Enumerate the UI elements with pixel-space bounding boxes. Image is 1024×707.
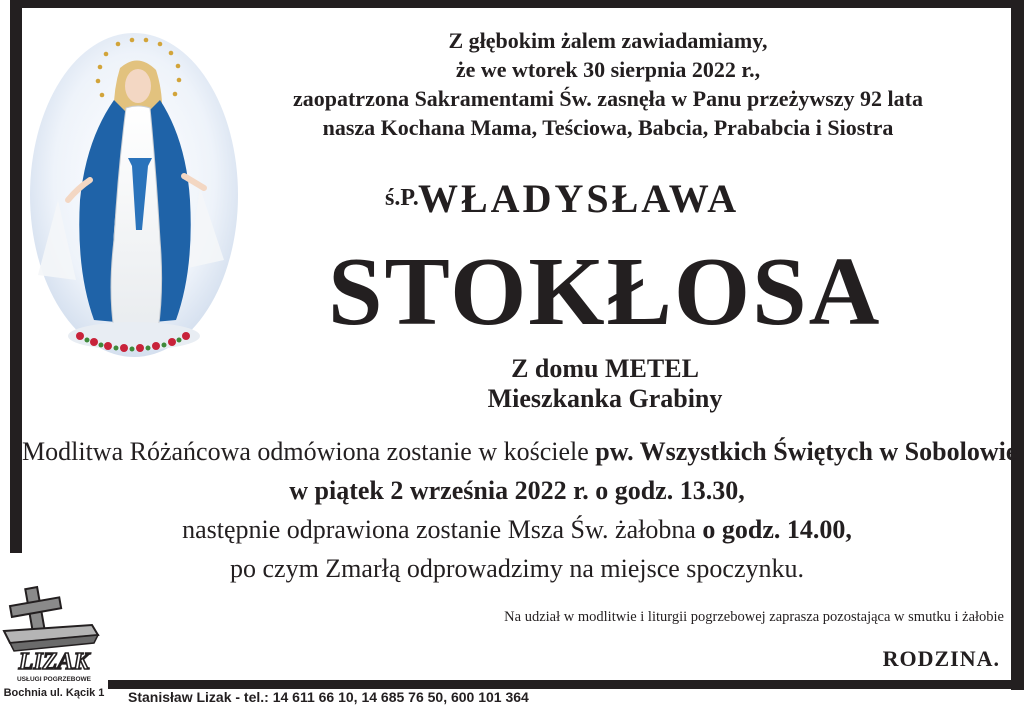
frame-right-border [1011, 0, 1024, 690]
deceased-surname: STOKŁOSA [328, 238, 882, 346]
virgin-mary-image [28, 30, 240, 365]
church-name: pw. Wszystkich Świętych w Sobolowie [595, 437, 1018, 466]
deceased-details [330, 354, 880, 414]
frame-top-border [10, 0, 1024, 8]
frame-left-border [10, 0, 22, 553]
frame-bottom-border [108, 680, 1024, 689]
deceased-first-name: WŁADYSŁAWA [418, 176, 740, 221]
intro-line: Z głębokim żalem zawiadamiamy, [448, 28, 768, 53]
ceremony-text: następnie odprawiona zostanie Msza Św. żałobna [182, 515, 703, 544]
logo-wordmark: LIZAK [18, 649, 90, 675]
funeral-home-address: Bochnia ul. Kącik 1 [3, 687, 105, 699]
funeral-home-contact: Stanisław Lizak - tel.: 14 611 66 10, 14 685 76 50, 600 101 364 [128, 689, 529, 705]
ceremony-details [22, 432, 1018, 588]
intro-line: nasza Kochana Mama, Teściowa, Babcia, Prababcia i Siostra [322, 115, 894, 140]
ceremony-line [22, 471, 1012, 510]
ceremony-line: po czym Zmarłą odprowadzimy na miejsce spoczynku. [230, 554, 804, 583]
funeral-home-tagline: USŁUGI POGRZEBOWE [16, 676, 92, 683]
ceremony-line [22, 432, 1018, 471]
intro-line: zaopatrzona Sakramentami Św. zasnęła w Panu przeżywszy 92 lata [292, 86, 923, 111]
sp-prefix: ś.P. [385, 185, 419, 211]
residence: Mieszkanka Grabiny [487, 384, 723, 413]
intro-line: że we wtorek 30 sierpnia 2022 r., [455, 57, 761, 82]
invitation-text: Na udział w modlitwie i liturgii pogrzebowej zaprasza pozostająca w smutku i żałobie [504, 609, 1004, 625]
family-signature: RODZINA. [882, 646, 1000, 671]
ceremony-text: Modlitwa Różańcowa odmówiona zostanie w kościele [22, 437, 596, 466]
mass-time: o godz. 14.00, [702, 515, 852, 544]
ceremony-line [22, 510, 1012, 549]
rosary-date: w piątek 2 września 2022 r. o godz. 13.30, [289, 476, 745, 505]
announcement-intro [268, 26, 948, 142]
maiden-name: Z domu METEL [511, 354, 699, 383]
